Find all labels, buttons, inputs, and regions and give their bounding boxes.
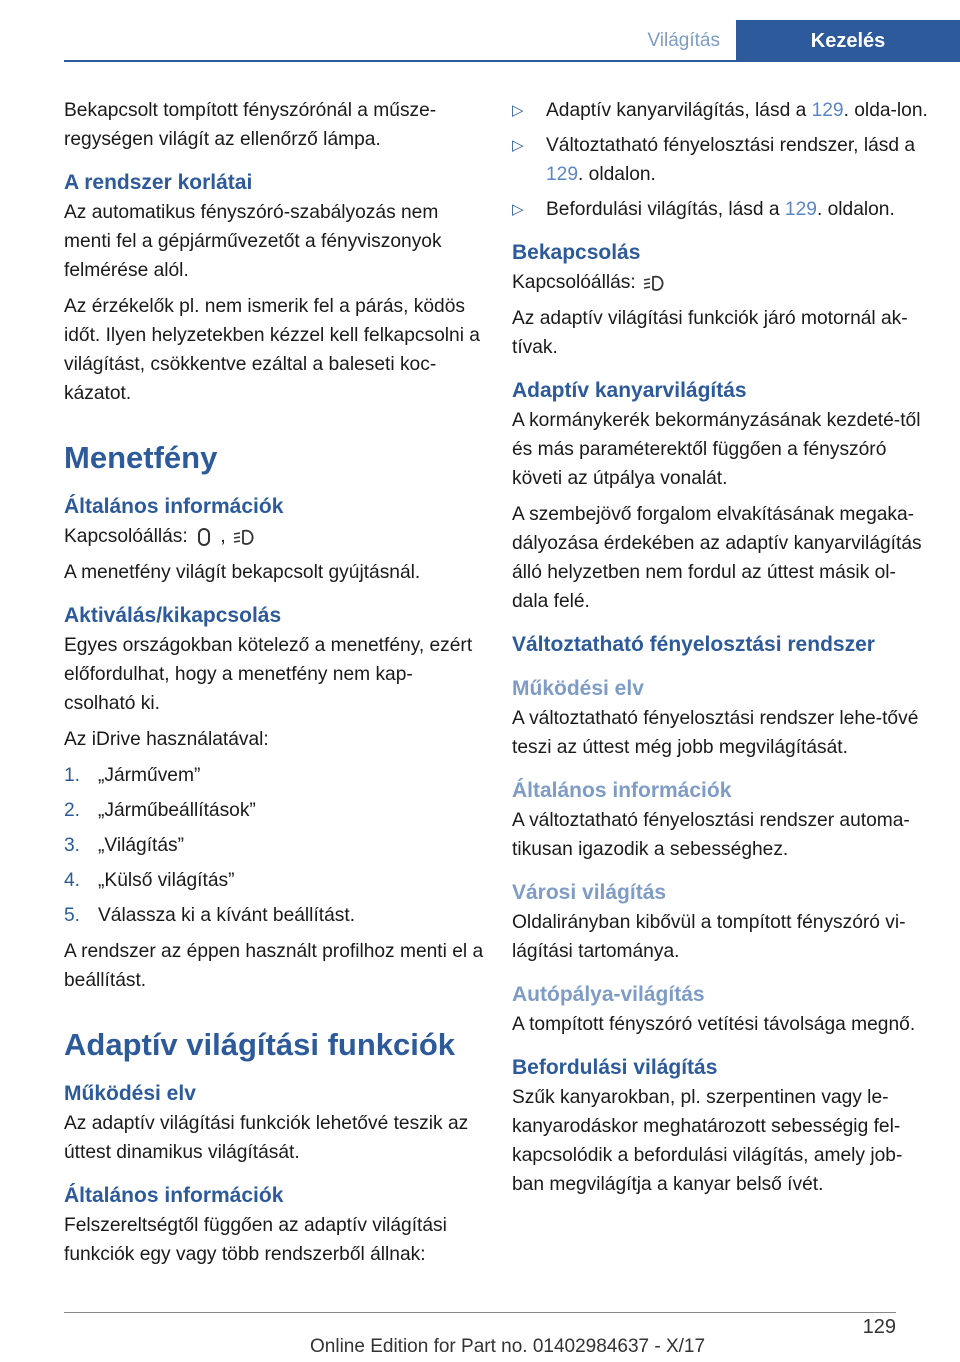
list-item — [512, 131, 932, 189]
triangle-bullet-icon: ▷ — [512, 137, 524, 154]
auto-headlight-icon — [231, 526, 259, 548]
profile-paragraph: A rendszer az éppen használt profilhoz menti el a beállítást. — [64, 941, 484, 991]
list-item — [64, 761, 484, 790]
list-item — [64, 866, 484, 895]
systems-list — [512, 96, 932, 224]
page-link[interactable]: 129 — [811, 100, 844, 121]
heading-limits: A rendszer korlátai — [64, 171, 253, 194]
heading-curve: Adaptív kanyarvilágítás — [512, 379, 747, 402]
bullet-text: Változtatható fényelosztási rendszer, lásd a — [546, 135, 916, 156]
turning-paragraph: Szűk kanyarokban, pl. szerpentinen vagy le-kanyarodáskor meghatározott sebességig fel-kapcsolódik a befordulási világítás, amely job-ban megvilágítja a kanyar belső ívét. — [512, 1087, 903, 1195]
switch-on-paragraph: Az adaptív világítási funkciók járó motornál ak-tívak. — [512, 308, 908, 358]
step-number: 1. — [64, 765, 81, 786]
bullet-text: Befordulási világítás, lásd a — [546, 199, 785, 220]
triangle-bullet-icon: ▷ — [512, 201, 524, 218]
limits-paragraph-2: Az érzékelők pl. nem ismerik fel a párás, ködös időt. Ilyen helyzetekben kézzel kell felkapcsolni a világítást, csökkentve ezáltal a baleseti koc-kázatot. — [64, 296, 480, 404]
switch-separator: , — [220, 526, 226, 547]
principle-paragraph-1: Az adaptív világítási funkciók lehetővé teszik az úttest dinamikus világítását. — [64, 1113, 469, 1163]
section-title: Világítás — [647, 30, 720, 51]
left-column — [64, 96, 484, 1276]
step-text: „Külső világítás” — [98, 870, 235, 891]
step-text: „Világítás” — [98, 835, 185, 856]
menetfeny-paragraph: A menetfény világít bekapcsolt gyújtásnál. — [64, 562, 421, 583]
edition-footer: Online Edition for Part no. 01402984637 - X/17 — [310, 1336, 706, 1357]
list-item — [64, 901, 484, 930]
heading-general-info-1: Általános információk — [64, 495, 284, 518]
footer-rule — [64, 1312, 896, 1313]
auto-headlight-icon — [641, 272, 669, 294]
curve-paragraph-2: A szembejövő forgalom elvakításának megaka-dályozása érdekében az adaptív kanyarvilágítás álló helyzetben nem fordul az úttest másik ol-dala felé. — [512, 504, 922, 612]
list-item — [512, 195, 932, 224]
heading-adaptive: Adaptív világítási funkciók — [64, 1027, 456, 1062]
heading-switch-on: Bekapcsolás — [512, 241, 641, 264]
intro-paragraph: Bekapcsolt tompított fényszórónál a műsze-regységen világít az ellenőrző lámpa. — [64, 100, 437, 150]
idrive-steps-list — [64, 761, 484, 930]
triangle-bullet-icon: ▷ — [512, 102, 524, 119]
page-number: 129 — [862, 1316, 896, 1338]
switch-label: Kapcsolóállás: — [64, 526, 188, 547]
list-item — [64, 831, 484, 860]
limits-paragraph-1: Az automatikus fényszóró-szabályozás nem menti fel a gépjárművezetőt a fényviszonyok felmérése alól. — [64, 202, 442, 281]
header-rule — [64, 60, 960, 62]
switch-label: Kapcsolóállás: — [512, 272, 636, 293]
highway-paragraph: A tompított fényszóró vetítési távolsága megnő. — [512, 1014, 916, 1035]
page-link[interactable]: 129 — [784, 199, 817, 220]
step-text: „Járművem” — [98, 765, 201, 786]
switch-position-line-2 — [512, 268, 932, 297]
chapter-tab: Kezelés — [736, 20, 960, 62]
step-number: 2. — [64, 800, 81, 821]
principle-paragraph-2: A változtatható fényelosztási rendszer lehe-tővé teszi az úttest még jobb megvilágítását. — [512, 708, 919, 758]
bullet-text-end: . oldalon. — [816, 199, 895, 220]
idrive-paragraph: Az iDrive használatával: — [64, 729, 269, 750]
right-column — [512, 96, 932, 1206]
activation-paragraph: Egyes országokban kötelező a menetfény, ezért előfordulhat, hogy a menetfény nem kap-csolható ki. — [64, 635, 473, 714]
general-paragraph-3: A változtatható fényelosztási rendszer automa-tikusan igazodik a sebességhez. — [512, 810, 910, 860]
page-header — [0, 0, 960, 62]
heading-activation: Aktiválás/kikapcsolás — [64, 604, 282, 627]
light-off-icon — [193, 526, 215, 548]
heading-highway: Autópálya-világítás — [512, 983, 705, 1006]
list-item — [64, 796, 484, 825]
heading-principle-1: Működési elv — [64, 1082, 196, 1105]
step-number: 5. — [64, 905, 81, 926]
page-link[interactable]: 129 — [546, 164, 579, 185]
bullet-text: Adaptív kanyarvilágítás, lásd a — [546, 100, 812, 121]
heading-general-info-2: Általános információk — [64, 1184, 284, 1207]
step-number: 4. — [64, 870, 81, 891]
heading-city: Városi világítás — [512, 881, 667, 904]
heading-menetfeny: Menetfény — [64, 440, 218, 475]
step-text: Válassza ki a kívánt beállítást. — [98, 905, 356, 926]
heading-principle-2: Működési elv — [512, 677, 644, 700]
curve-paragraph-1: A kormánykerék bekormányzásának kezdeté-től és más paraméterektől függően a fényszóró követi az útpálya vonalát. — [512, 410, 921, 489]
step-text: „Járműbeállítások” — [98, 800, 256, 821]
step-number: 3. — [64, 835, 81, 856]
city-paragraph: Oldalirányban kibővül a tompított fényszóró vi-lágítási tartománya. — [512, 912, 906, 962]
list-item — [512, 96, 932, 125]
bullet-text-end: . oldalon. — [578, 164, 656, 185]
heading-variable: Változtatható fényelosztási rendszer — [512, 633, 875, 656]
general-paragraph-2: Felszereltségtől függően az adaptív világítási funkciók egy vagy több rendszerből állnak: — [64, 1215, 447, 1265]
bullet-text-end: . olda-lon. — [843, 100, 928, 121]
switch-position-line-1 — [64, 522, 484, 551]
heading-general-info-3: Általános információk — [512, 779, 732, 802]
heading-turning: Befordulási világítás — [512, 1056, 718, 1079]
